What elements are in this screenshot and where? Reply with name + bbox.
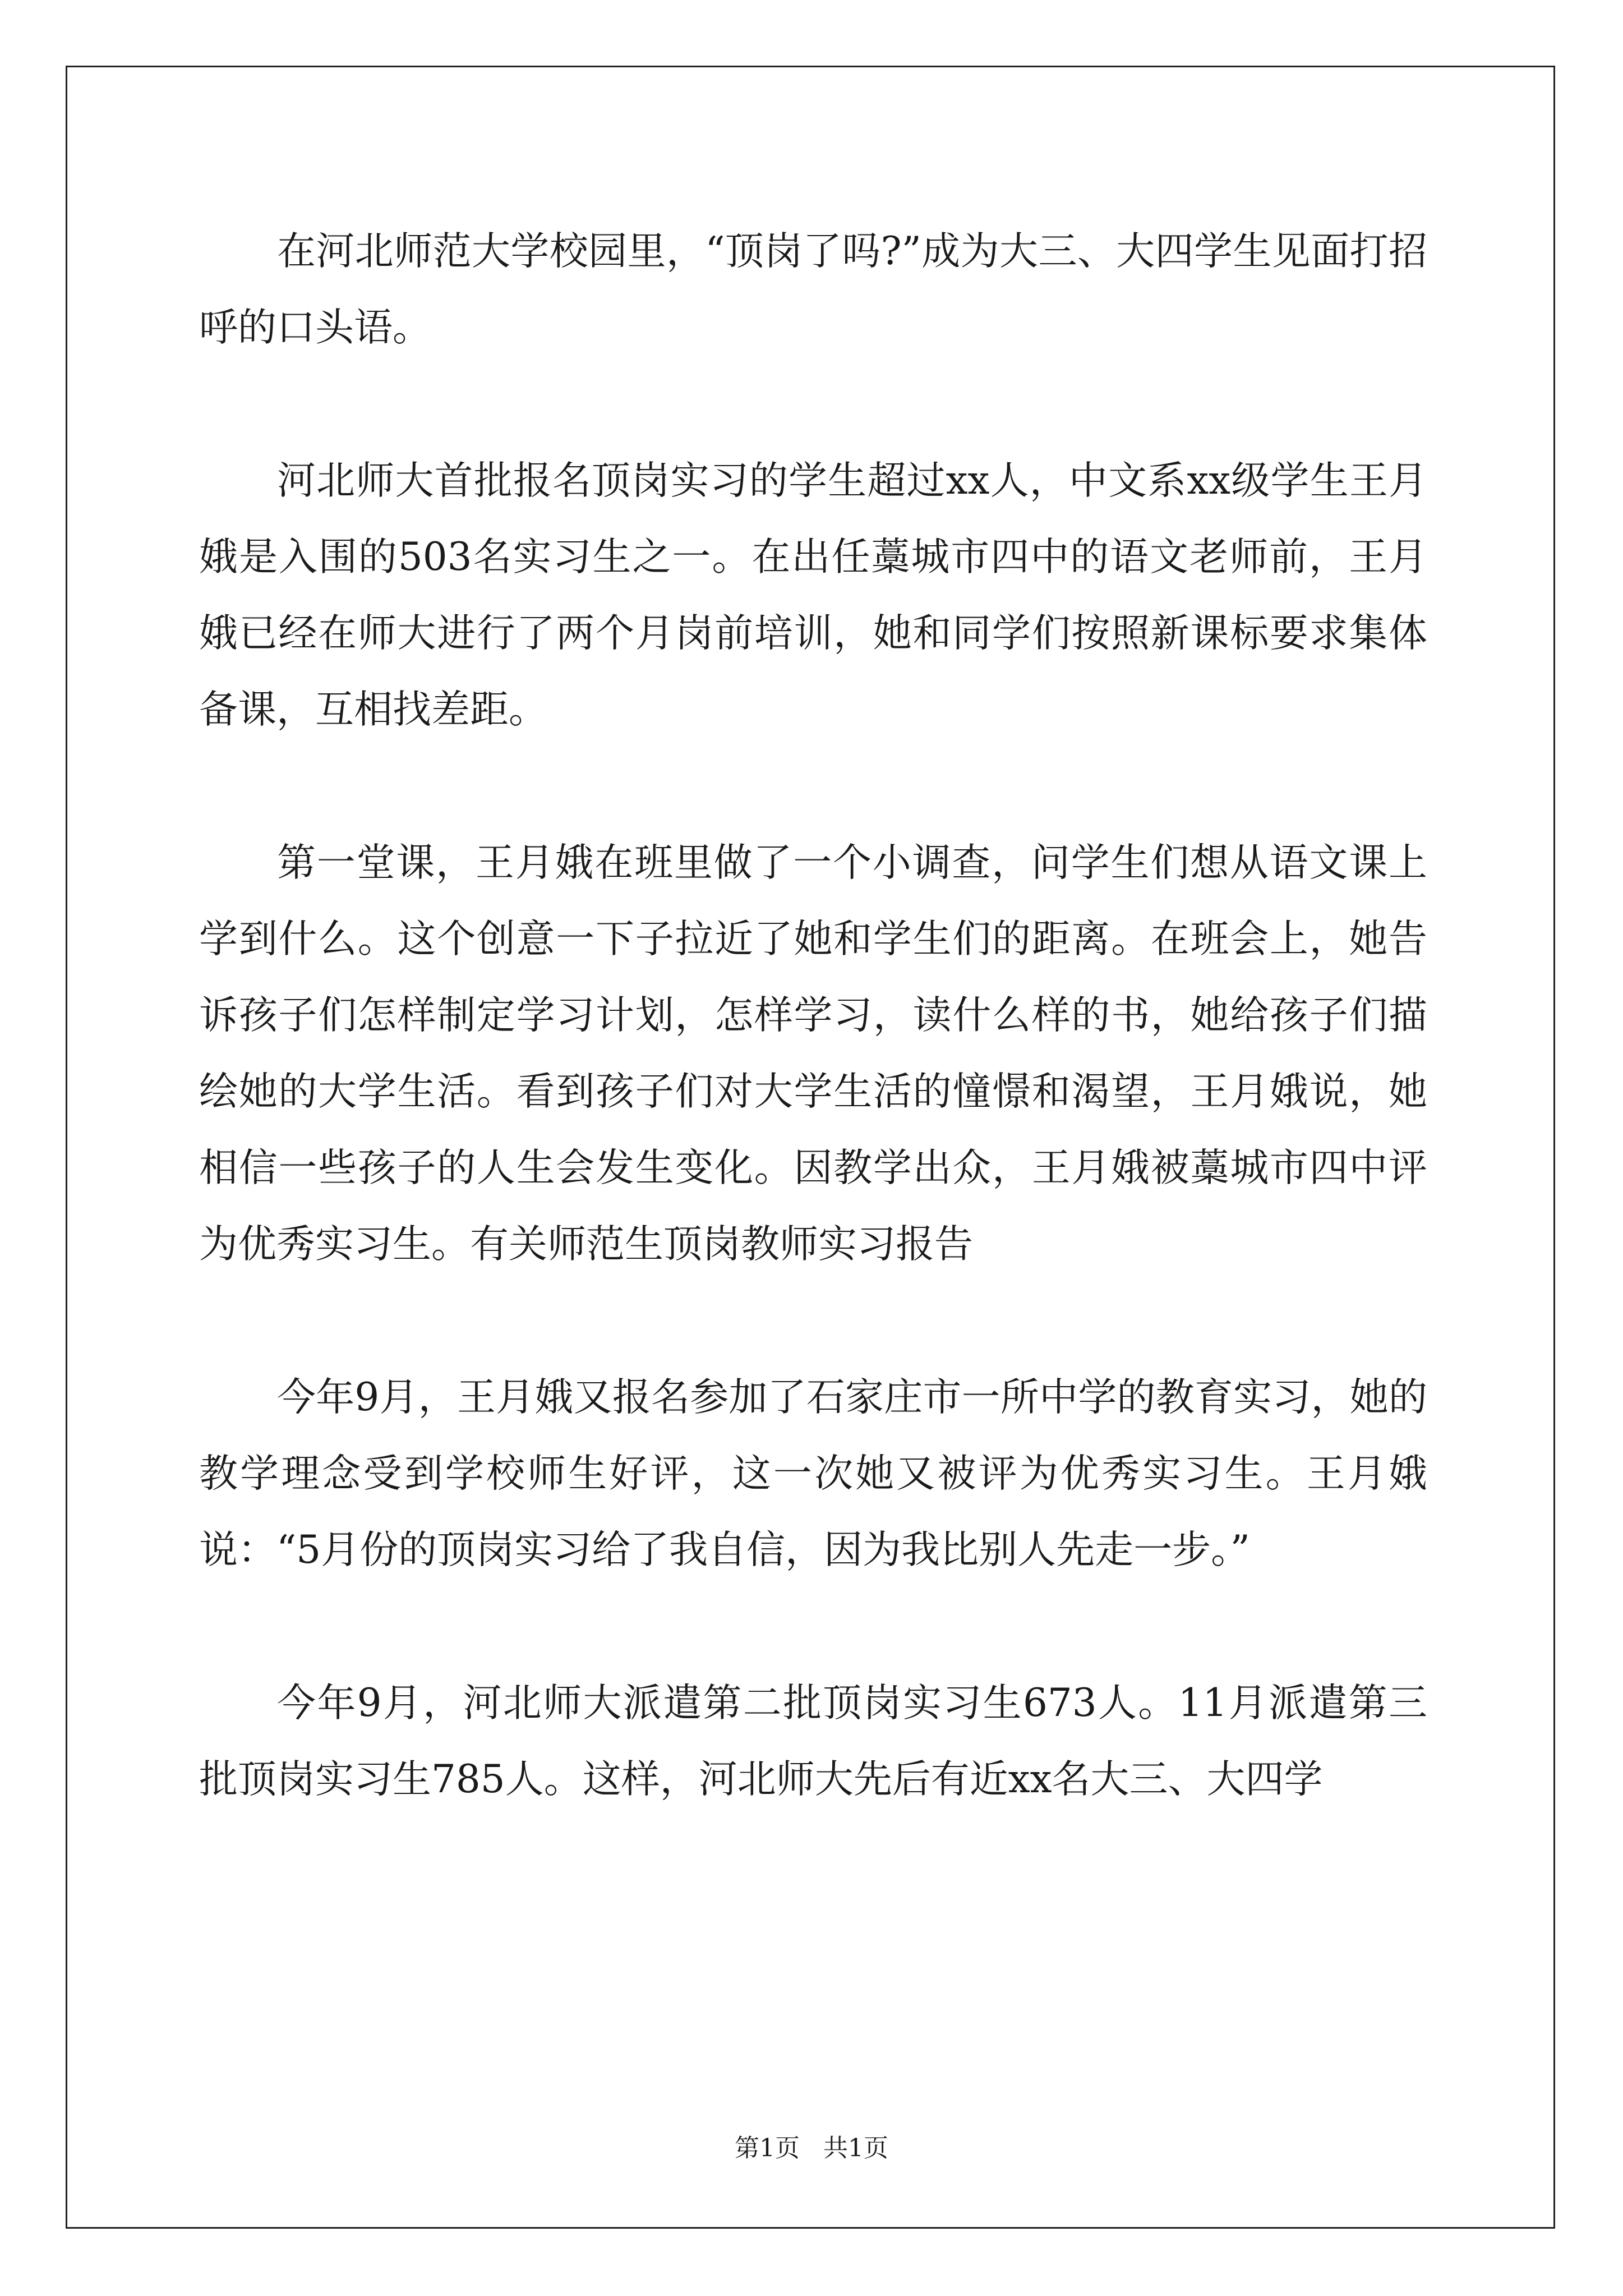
- paragraph-2: 河北师大首批报名顶岗实习的学生超过xx人，中文系xx级学生王月娥是入围的503名实习生之一。在出任藁城市四中的语文老师前，王月娥已经在师大进行了两个月岗前培训，她和同学们按照新课标要求集体备课，互相找差距。: [199, 458, 1427, 732]
- paragraph-1: 在河北师范大学校园里，“顶岗了吗?”成为大三、大四学生见面打招呼的口头语。: [199, 229, 1427, 350]
- document-body: [199, 213, 1427, 1818]
- page-number: 第1页: [735, 2134, 800, 2162]
- paragraph-3: 第一堂课，王月娥在班里做了一个小调查，问学生们想从语文课上学到什么。这个创意一下子拉近了她和学生们的距离。在班会上，她告诉孩子们怎样制定学习计划，怎样学习，读什么样的书，她给孩子们描绘她的大学生活。看到孩子们对大学生活的憧憬和渴望，王月娥说，她相信一些孩子的人生会发生变化。因教学出众，王月娥被藁城市四中评为优秀实习生。有关师范生顶岗教师实习报告: [199, 840, 1427, 1267]
- paragraph-4: 今年9月，王月娥又报名参加了石家庄市一所中学的教育实习，她的教学理念受到学校师生好评，这一次她又被评为优秀实习生。王月娥说：“5月份的顶岗实习给了我自信，因为我比别人先走一步。”: [199, 1375, 1427, 1572]
- page-total: 共1页: [823, 2134, 888, 2162]
- page-footer: [0, 2132, 1623, 2165]
- paragraph-5: 今年9月，河北师大派遣第二批顶岗实习生673人。11月派遣第三批顶岗实习生785人。这样，河北师大先后有近xx名大三、大四学: [199, 1681, 1427, 1802]
